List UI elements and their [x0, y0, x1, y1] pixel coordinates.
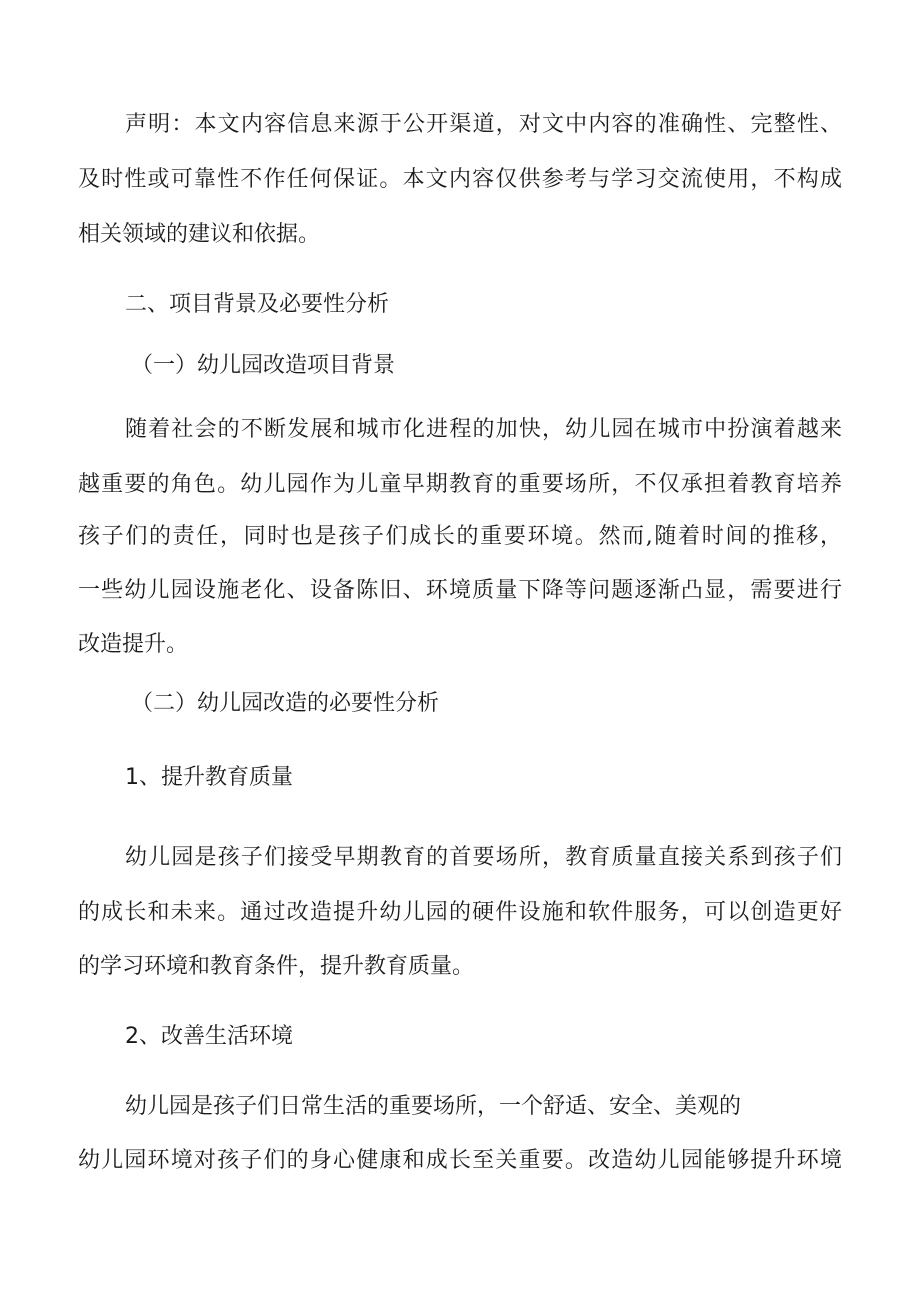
background-line-2: 越重要的角色。幼儿园作为儿童早期教育的重要场所，不仅承担着教育培养	[78, 472, 842, 497]
background-line-5: 改造提升。	[78, 632, 189, 657]
section-heading: 二、项目背景及必要性分析	[125, 292, 390, 317]
item-1-number: 1	[125, 765, 139, 790]
item-2-heading	[125, 1022, 842, 1052]
subsection-2-heading: （二）幼儿园改造的必要性分析	[131, 691, 440, 716]
item-1-heading	[125, 763, 842, 793]
item-2-line-2: 幼儿园环境对孩子们的身心健康和成长至关重要。改造幼儿园能够提升环境	[78, 1148, 842, 1173]
disclaimer-line-1: 声明：本文内容信息来源于公开渠道，对文中内容的准确性、完整性、	[125, 112, 842, 137]
background-line-3: 孩子们的责任，同时也是孩子们成长的重要环境。然而,随着时间的推移，	[78, 524, 842, 549]
item-2-line-1: 幼儿园是孩子们日常生活的重要场所，一个舒适、安全、美观的	[125, 1094, 742, 1119]
item-2-title: 、改善生活环境	[139, 1024, 294, 1049]
background-line-1: 随着社会的不断发展和城市化进程的加快，幼儿园在城市中扮演着越来	[125, 417, 842, 442]
item-1-line-1: 幼儿园是孩子们接受早期教育的首要场所，教育质量直接关系到孩子们	[125, 845, 842, 870]
disclaimer-line-3: 相关领域的建议和依据。	[78, 222, 321, 247]
background-line-4: 一些幼儿园设施老化、设备陈旧、环境质量下降等问题逐渐凸显，需要进行	[78, 578, 842, 603]
item-1-line-3: 的学习环境和教育条件，提升教育质量。	[78, 954, 475, 979]
subsection-1-heading: （一）幼儿园改造项目背景	[131, 353, 396, 378]
item-1-line-2: 的成长和未来。通过改造提升幼儿园的硬件设施和软件服务，可以创造更好	[78, 900, 842, 925]
item-2-number: 2	[125, 1024, 139, 1049]
item-1-title: 、提升教育质量	[139, 765, 294, 790]
disclaimer-line-2: 及时性或可靠性不作任何保证。本文内容仅供参考与学习交流使用，不构成	[78, 167, 842, 192]
